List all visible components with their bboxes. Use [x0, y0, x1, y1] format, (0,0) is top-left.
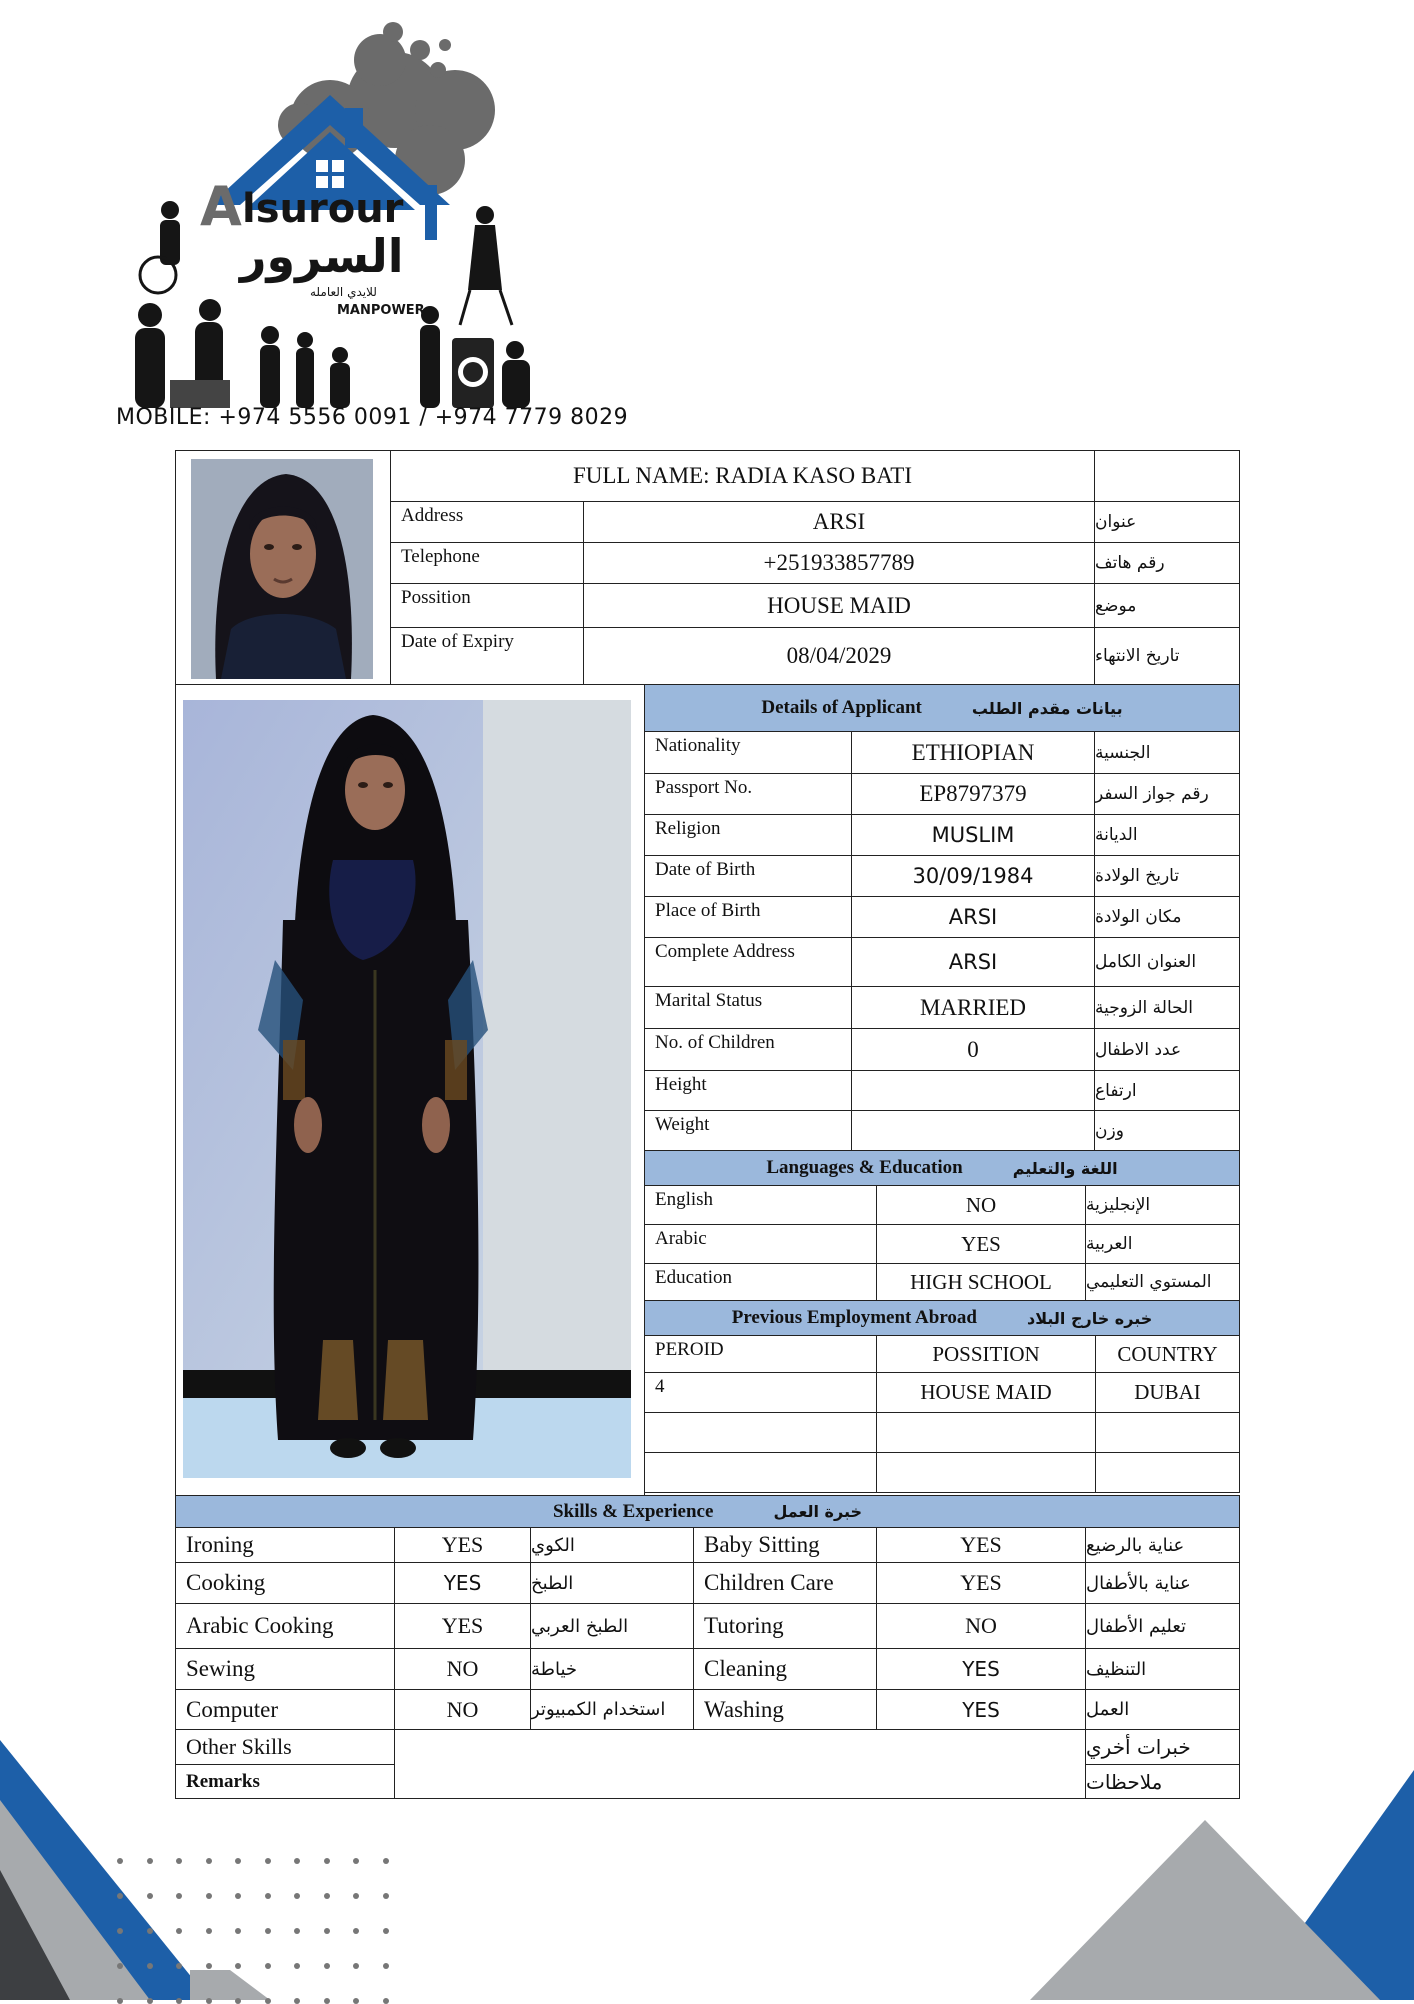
employment-col-period: PEROID — [644, 1335, 877, 1373]
applicant-label-ar: عدد الاطفال — [1094, 1028, 1240, 1071]
decor-dot — [117, 1858, 123, 1864]
logo-sub-en: MANPOWER — [337, 303, 425, 318]
decor-dot — [383, 1963, 389, 1969]
skill-label-ar: عناية بالأطفال — [1085, 1562, 1240, 1604]
personal-value: +251933857789 — [583, 542, 1095, 584]
applicant-label-ar: تاريخ الولادة — [1094, 855, 1240, 897]
applicant-label: Complete Address — [644, 937, 852, 987]
employment-header-ar: خبره خارج البلاد — [1027, 1308, 1153, 1328]
language-label-ar: العربية — [1085, 1224, 1240, 1264]
applicant-value: ETHIOPIAN — [851, 731, 1095, 774]
employment-position — [876, 1452, 1096, 1493]
employment-period — [644, 1412, 877, 1453]
employment-col-country: COUNTRY — [1095, 1335, 1240, 1373]
personal-value: HOUSE MAID — [583, 583, 1095, 628]
skill-label: Tutoring — [693, 1603, 877, 1649]
decor-dot — [117, 1928, 123, 1934]
applicant-value — [851, 1070, 1095, 1111]
decor-dot — [324, 1998, 330, 2004]
skill-label: Cooking — [175, 1562, 395, 1604]
decor-dot — [294, 1963, 300, 1969]
languages-header-en: Languages & Education — [766, 1157, 963, 1178]
decor-dot — [235, 1928, 241, 1934]
decor-dot — [324, 1858, 330, 1864]
employment-header — [644, 1300, 1240, 1336]
applicant-label: Marital Status — [644, 986, 852, 1029]
skill-label-ar: الطبخ — [530, 1562, 694, 1604]
decor-dot — [235, 1963, 241, 1969]
language-value: YES — [876, 1224, 1086, 1264]
employment-period: 4 — [644, 1372, 877, 1413]
decor-dot — [265, 1858, 271, 1864]
employment-header-en: Previous Employment Abroad — [731, 1307, 977, 1328]
skills-header — [175, 1495, 1240, 1528]
decor-dot — [147, 1963, 153, 1969]
language-label: English — [644, 1185, 877, 1225]
applicant-label-ar: وزن — [1094, 1110, 1240, 1151]
decor-dot — [265, 1893, 271, 1899]
applicant-label-ar: رقم جواز السفر — [1094, 773, 1240, 815]
decor-dot — [265, 1998, 271, 2004]
decor-dot — [206, 1998, 212, 2004]
decor-dot — [294, 1928, 300, 1934]
language-value: HIGH SCHOOL — [876, 1263, 1086, 1301]
decor-dot — [383, 1998, 389, 2004]
decor-dot — [176, 1858, 182, 1864]
logo-a-letter: A — [200, 175, 242, 238]
skill-value: YES — [394, 1562, 531, 1604]
fullbody-photo — [183, 700, 631, 1478]
remarks-ar: ملاحظات — [1085, 1764, 1240, 1799]
employment-position — [876, 1412, 1096, 1453]
skill-value: NO — [394, 1648, 531, 1690]
decor-dot — [294, 1998, 300, 2004]
logo-text-en: lsurour — [242, 186, 404, 232]
details-header-ar: بيانات مقدم الطلب — [971, 698, 1123, 718]
other-skills-label: Other Skills — [175, 1729, 395, 1765]
decor-dot — [353, 1893, 359, 1899]
logo-sub-ar: للايدي العامله — [310, 285, 377, 299]
decor-dot — [206, 1893, 212, 1899]
personal-label: Possition — [390, 583, 584, 628]
applicant-label-ar: الديانة — [1094, 814, 1240, 856]
applicant-label-ar: مكان الولادة — [1094, 896, 1240, 938]
skill-label-ar: التنظيف — [1085, 1648, 1240, 1690]
decor-dot — [147, 1893, 153, 1899]
decor-dot — [324, 1893, 330, 1899]
skill-label: Washing — [693, 1689, 877, 1730]
decor-dot — [147, 1858, 153, 1864]
skill-label-ar: عناية بالرضيع — [1085, 1527, 1240, 1563]
applicant-value: MARRIED — [851, 986, 1095, 1029]
applicant-label: No. of Children — [644, 1028, 852, 1071]
applicant-label: Religion — [644, 814, 852, 856]
applicant-label-ar: العنوان الكامل — [1094, 937, 1240, 987]
remarks-label: Remarks — [175, 1764, 395, 1799]
applicant-label-ar: ارتفاع — [1094, 1070, 1240, 1111]
decor-dot — [294, 1858, 300, 1864]
skill-label-ar: الطبخ العربي — [530, 1603, 694, 1649]
skill-label: Ironing — [175, 1527, 395, 1563]
decor-dot — [235, 1998, 241, 2004]
employment-period — [644, 1452, 877, 1493]
decor-dot — [353, 1998, 359, 2004]
applicant-value: ARSI — [851, 896, 1095, 938]
headshot-frame — [175, 450, 391, 685]
employment-country — [1095, 1452, 1240, 1493]
employment-col-position: POSSITION — [876, 1335, 1096, 1373]
language-label-ar: المستوي التعليمي — [1085, 1263, 1240, 1301]
skills-header-en: Skills & Experience — [552, 1500, 714, 1522]
employment-country — [1095, 1412, 1240, 1453]
skill-value: YES — [876, 1562, 1086, 1604]
skill-value: YES — [394, 1527, 531, 1563]
decor-dot — [176, 1963, 182, 1969]
applicant-label: Place of Birth — [644, 896, 852, 938]
decor-dot — [353, 1928, 359, 1934]
language-label: Arabic — [644, 1224, 877, 1264]
employment-country: DUBAI — [1095, 1372, 1240, 1413]
applicant-value: 30/09/1984 — [851, 855, 1095, 897]
skill-value: YES — [876, 1527, 1086, 1563]
personal-label-ar: تاريخ الانتهاء — [1094, 627, 1240, 685]
decor-dot — [353, 1858, 359, 1864]
applicant-label: Passport No. — [644, 773, 852, 815]
employment-position: HOUSE MAID — [876, 1372, 1096, 1413]
decor-dot — [324, 1963, 330, 1969]
decor-dot — [235, 1893, 241, 1899]
languages-header-ar: اللغة والتعليم — [1012, 1158, 1118, 1178]
applicant-value: EP8797379 — [851, 773, 1095, 815]
decor-dot — [383, 1893, 389, 1899]
decor-dot — [265, 1928, 271, 1934]
personal-label-ar: رقم هاتف — [1094, 542, 1240, 584]
other-skills-value — [394, 1729, 1086, 1799]
personal-label-ar: موضع — [1094, 583, 1240, 628]
skill-label: Children Care — [693, 1562, 877, 1604]
decor-dot — [176, 1928, 182, 1934]
skill-value: NO — [394, 1689, 531, 1730]
decor-dot — [206, 1858, 212, 1864]
headshot-photo — [191, 459, 373, 679]
decor-dot — [206, 1963, 212, 1969]
applicant-value — [851, 1110, 1095, 1151]
skill-label-ar: استخدام الكمبيوتر — [530, 1689, 694, 1730]
applicant-value: MUSLIM — [851, 814, 1095, 856]
details-header — [644, 684, 1240, 732]
applicant-value: ARSI — [851, 937, 1095, 987]
skill-label: Computer — [175, 1689, 395, 1730]
decor-dot — [176, 1893, 182, 1899]
logo-text-ar: السرور — [240, 229, 404, 283]
skill-label-ar: الكوي — [530, 1527, 694, 1563]
applicant-label: Height — [644, 1070, 852, 1111]
personal-label: Address — [390, 501, 584, 543]
skill-label-ar: تعليم الأطفال — [1085, 1603, 1240, 1649]
skill-value: YES — [394, 1603, 531, 1649]
decor-dot — [235, 1858, 241, 1864]
decor-dot — [147, 1998, 153, 2004]
company-logo — [130, 10, 550, 410]
skill-label: Sewing — [175, 1648, 395, 1690]
skill-label-ar: خياطة — [530, 1648, 694, 1690]
details-header-en: Details of Applicant — [761, 697, 922, 718]
decor-dot — [176, 1998, 182, 2004]
skills-header-ar: خبرة العمل — [773, 1502, 862, 1521]
other-skills-ar: خبرات أخري — [1085, 1729, 1240, 1765]
personal-value: 08/04/2029 — [583, 627, 1095, 685]
skill-label: Arabic Cooking — [175, 1603, 395, 1649]
personal-label: Date of Expiry — [390, 627, 584, 685]
decor-dot — [117, 1963, 123, 1969]
skill-label: Cleaning — [693, 1648, 877, 1690]
skill-value: NO — [876, 1603, 1086, 1649]
decor-dot — [353, 1963, 359, 1969]
skill-value: YES — [876, 1648, 1086, 1690]
applicant-label-ar: الجنسية — [1094, 731, 1240, 774]
applicant-label: Nationality — [644, 731, 852, 774]
decor-dot — [206, 1928, 212, 1934]
language-label-ar: الإنجليزية — [1085, 1185, 1240, 1225]
language-value: NO — [876, 1185, 1086, 1225]
mobile-numbers: MOBILE: +974 5556 0091 / +974 7779 8029 — [116, 405, 629, 430]
full-name: FULL NAME: RADIA KASO BATI — [390, 450, 1095, 502]
full-name-ar-blank — [1094, 450, 1240, 502]
applicant-label-ar: الحالة الزوجية — [1094, 986, 1240, 1029]
skill-label: Baby Sitting — [693, 1527, 877, 1563]
applicant-value: 0 — [851, 1028, 1095, 1071]
personal-label: Telephone — [390, 542, 584, 584]
skill-value: YES — [876, 1689, 1086, 1730]
language-label: Education — [644, 1263, 877, 1301]
fullbody-frame — [175, 684, 645, 1496]
applicant-label: Date of Birth — [644, 855, 852, 897]
applicant-label: Weight — [644, 1110, 852, 1151]
decor-dot — [147, 1928, 153, 1934]
decor-dot — [117, 1998, 123, 2004]
decor-dot — [265, 1963, 271, 1969]
languages-header — [644, 1150, 1240, 1186]
decor-dot — [117, 1893, 123, 1899]
decor-dot — [383, 1928, 389, 1934]
decor-dot — [383, 1858, 389, 1864]
skill-label-ar: العمل — [1085, 1689, 1240, 1730]
personal-value: ARSI — [583, 501, 1095, 543]
decor-dot — [324, 1928, 330, 1934]
personal-label-ar: عنوان — [1094, 501, 1240, 543]
decor-dot — [294, 1893, 300, 1899]
